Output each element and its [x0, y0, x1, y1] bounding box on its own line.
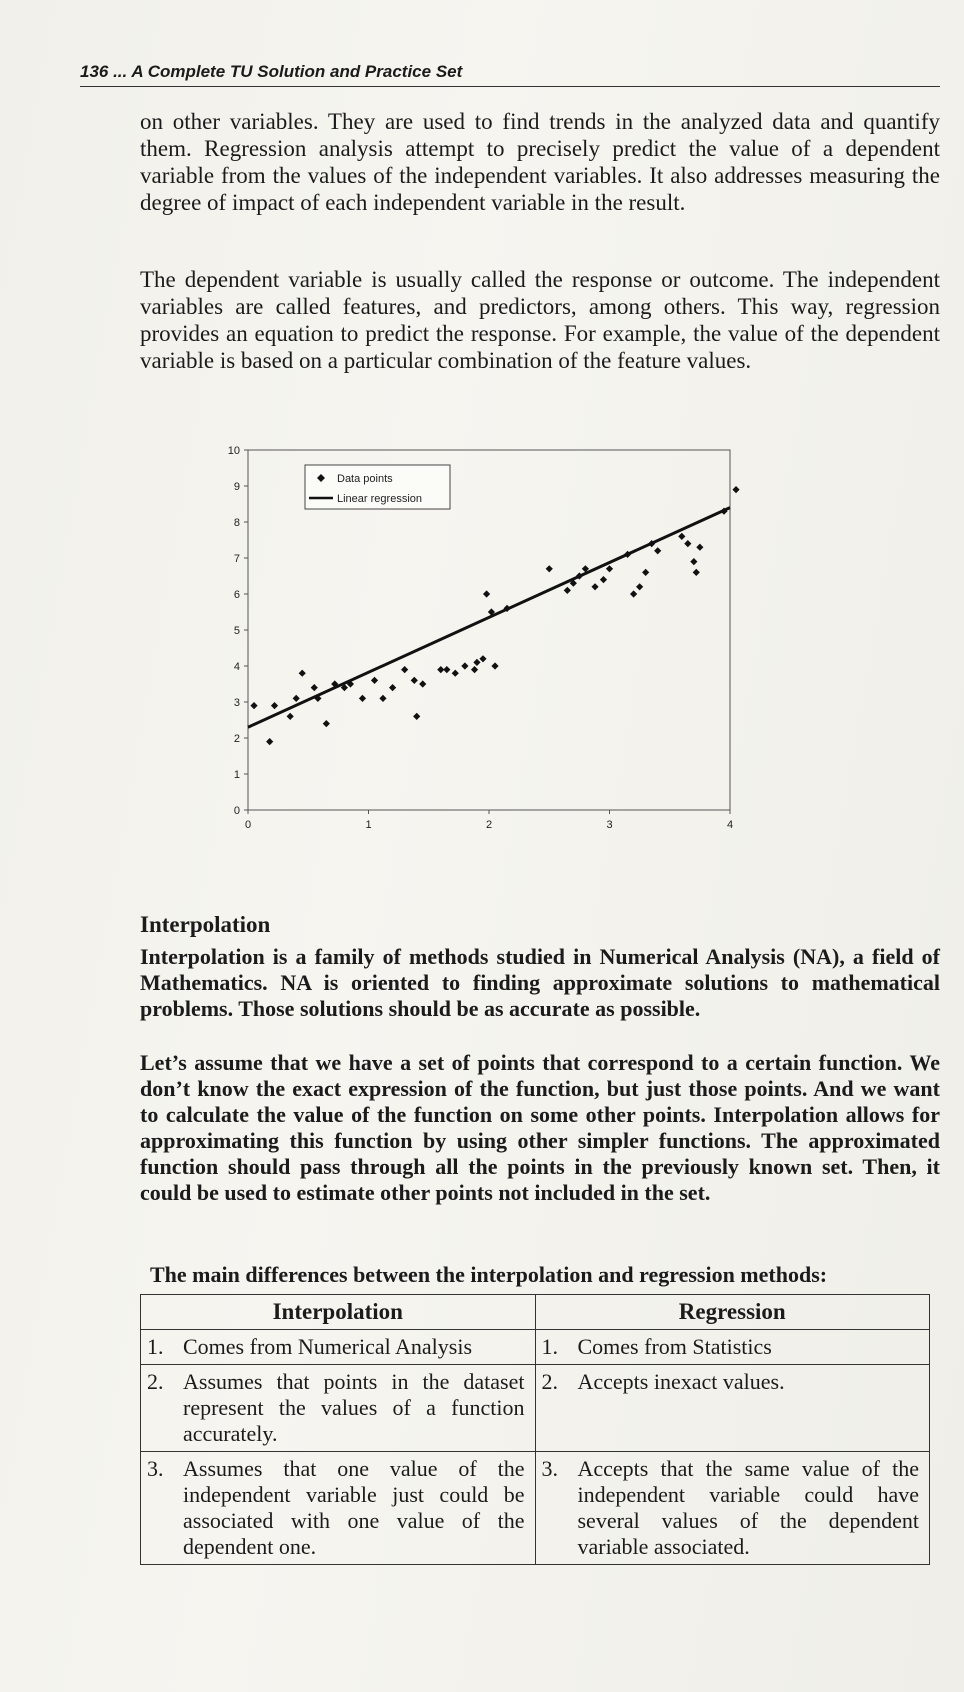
data-point — [359, 695, 366, 702]
table-cell — [535, 1452, 930, 1565]
y-tick-label: 8 — [233, 517, 240, 529]
row-number: 2. — [541, 1369, 558, 1394]
y-tick-label: 10 — [227, 445, 240, 457]
data-point — [287, 713, 294, 720]
data-point — [564, 587, 571, 594]
comparison-table — [140, 1294, 930, 1565]
data-point — [271, 702, 278, 709]
cell-text: Assumes that one value of the independent variable just could be associated with one value of the dependent one. — [183, 1456, 525, 1559]
regression-scatter-chart — [220, 440, 820, 910]
legend-label-linear-regression: Linear regression — [337, 493, 422, 505]
y-tick-label: 9 — [233, 481, 240, 493]
table-cell — [141, 1330, 536, 1365]
data-point — [293, 695, 300, 702]
data-point — [684, 540, 691, 547]
data-point — [690, 558, 697, 565]
table-header-row — [141, 1295, 930, 1330]
row-number: 1. — [541, 1334, 558, 1359]
data-point — [419, 680, 426, 687]
x-tick-label: 0 — [244, 819, 252, 831]
table-cell — [535, 1330, 930, 1365]
legend-label-data-points: Data points — [337, 473, 393, 485]
column-header-interpolation: Interpolation — [141, 1295, 536, 1330]
table-row — [141, 1365, 930, 1452]
y-tick-label: 2 — [233, 733, 240, 745]
data-point — [678, 533, 685, 540]
y-tick-label: 5 — [233, 625, 240, 637]
data-point — [479, 655, 486, 662]
data-point — [654, 547, 661, 554]
data-point — [401, 666, 408, 673]
row-number: 3. — [541, 1456, 558, 1481]
x-tick-label: 1 — [365, 819, 372, 831]
row-number: 2. — [147, 1369, 164, 1394]
data-point — [546, 565, 553, 572]
table-cell — [141, 1365, 536, 1452]
data-point — [266, 738, 273, 745]
row-number: 1. — [147, 1334, 164, 1359]
y-tick-label: 1 — [233, 769, 240, 781]
table-row — [141, 1330, 930, 1365]
data-point — [606, 565, 613, 572]
table-row — [141, 1452, 930, 1565]
cell-text: Accepts that the same value of the independent variable could have several values of the dependent variable associated. — [577, 1456, 919, 1559]
data-point — [471, 666, 478, 673]
data-point — [591, 583, 598, 590]
data-point — [443, 666, 450, 673]
paragraph-dependent-variable: The dependent variable is usually called the response or outcome. The independent variables are called features, and predictors, among others. This way, regression provides an equation to predict the response. For example, the value of the dependent variable is based on a particular combination of the feature values. — [140, 267, 940, 373]
row-number: 3. — [147, 1456, 164, 1481]
y-tick-label: 6 — [233, 589, 240, 601]
cell-text: Comes from Numerical Analysis — [183, 1334, 473, 1359]
data-point — [642, 569, 649, 576]
data-point — [250, 702, 257, 709]
data-point — [693, 569, 700, 576]
x-tick-label: 4 — [726, 819, 734, 831]
data-point — [299, 670, 306, 677]
data-point — [732, 486, 739, 493]
data-point — [413, 713, 420, 720]
data-point — [411, 677, 418, 684]
cell-text: Comes from Statistics — [577, 1334, 772, 1359]
data-point — [323, 720, 330, 727]
data-point — [371, 677, 378, 684]
data-point — [483, 590, 490, 597]
paragraph-interpolation-definition: Interpolation is a family of methods studied in Numerical Analysis (NA), a field of Mathematics. NA is oriented to finding approximate solutions to mathematical problems. Those solutions should be as accurate as possible. — [140, 944, 940, 1021]
y-tick-label: 4 — [233, 661, 240, 673]
data-point — [630, 590, 637, 597]
y-tick-label: 0 — [233, 805, 240, 817]
data-point — [491, 662, 498, 669]
plot-area — [228, 445, 740, 831]
x-tick-label: 3 — [606, 819, 613, 831]
table-cell — [141, 1452, 536, 1565]
y-tick-label: 3 — [233, 697, 240, 709]
table-cell — [535, 1365, 930, 1452]
data-point — [452, 670, 459, 677]
data-point — [696, 544, 703, 551]
data-point — [636, 583, 643, 590]
paragraph-regression-intro: on other variables. They are used to find trends in the analyzed data and quantify them. Regression analysis attempt to precisely predict the value of a dependent variable from the values of the independent variables. It also addresses measuring the degree of impact of each independent variable in the result. — [140, 109, 940, 215]
cell-text: Assumes that points in the dataset represent the values of a function accurately. — [183, 1369, 525, 1446]
paragraph-interpolation-explanation: Let’s assume that we have a set of points that correspond to a certain function. We don’t know the exact expression of the function, but just those points. And we want to calculate the value of the function on some other points. Interpolation allows for approximating this function by using other simpler functions. The approximated function should pass through all the points in the previously known set. Then, it could be used to estimate other points not included in the set. — [140, 1050, 940, 1205]
page-header: 136 ... A Complete TU Solution and Practice Set — [80, 62, 940, 87]
data-point — [379, 695, 386, 702]
data-point — [461, 662, 468, 669]
data-point — [311, 684, 318, 691]
column-header-regression: Regression — [535, 1295, 930, 1330]
data-point — [389, 684, 396, 691]
interpolation-heading: Interpolation — [140, 912, 271, 937]
differences-heading: The main differences between the interpolation and regression methods: — [150, 1262, 828, 1287]
x-tick-label: 2 — [485, 819, 493, 831]
y-tick-label: 7 — [233, 553, 240, 565]
data-point — [600, 576, 607, 583]
data-point — [473, 659, 480, 666]
regression-line — [248, 508, 730, 728]
cell-text: Accepts inexact values. — [577, 1369, 785, 1394]
